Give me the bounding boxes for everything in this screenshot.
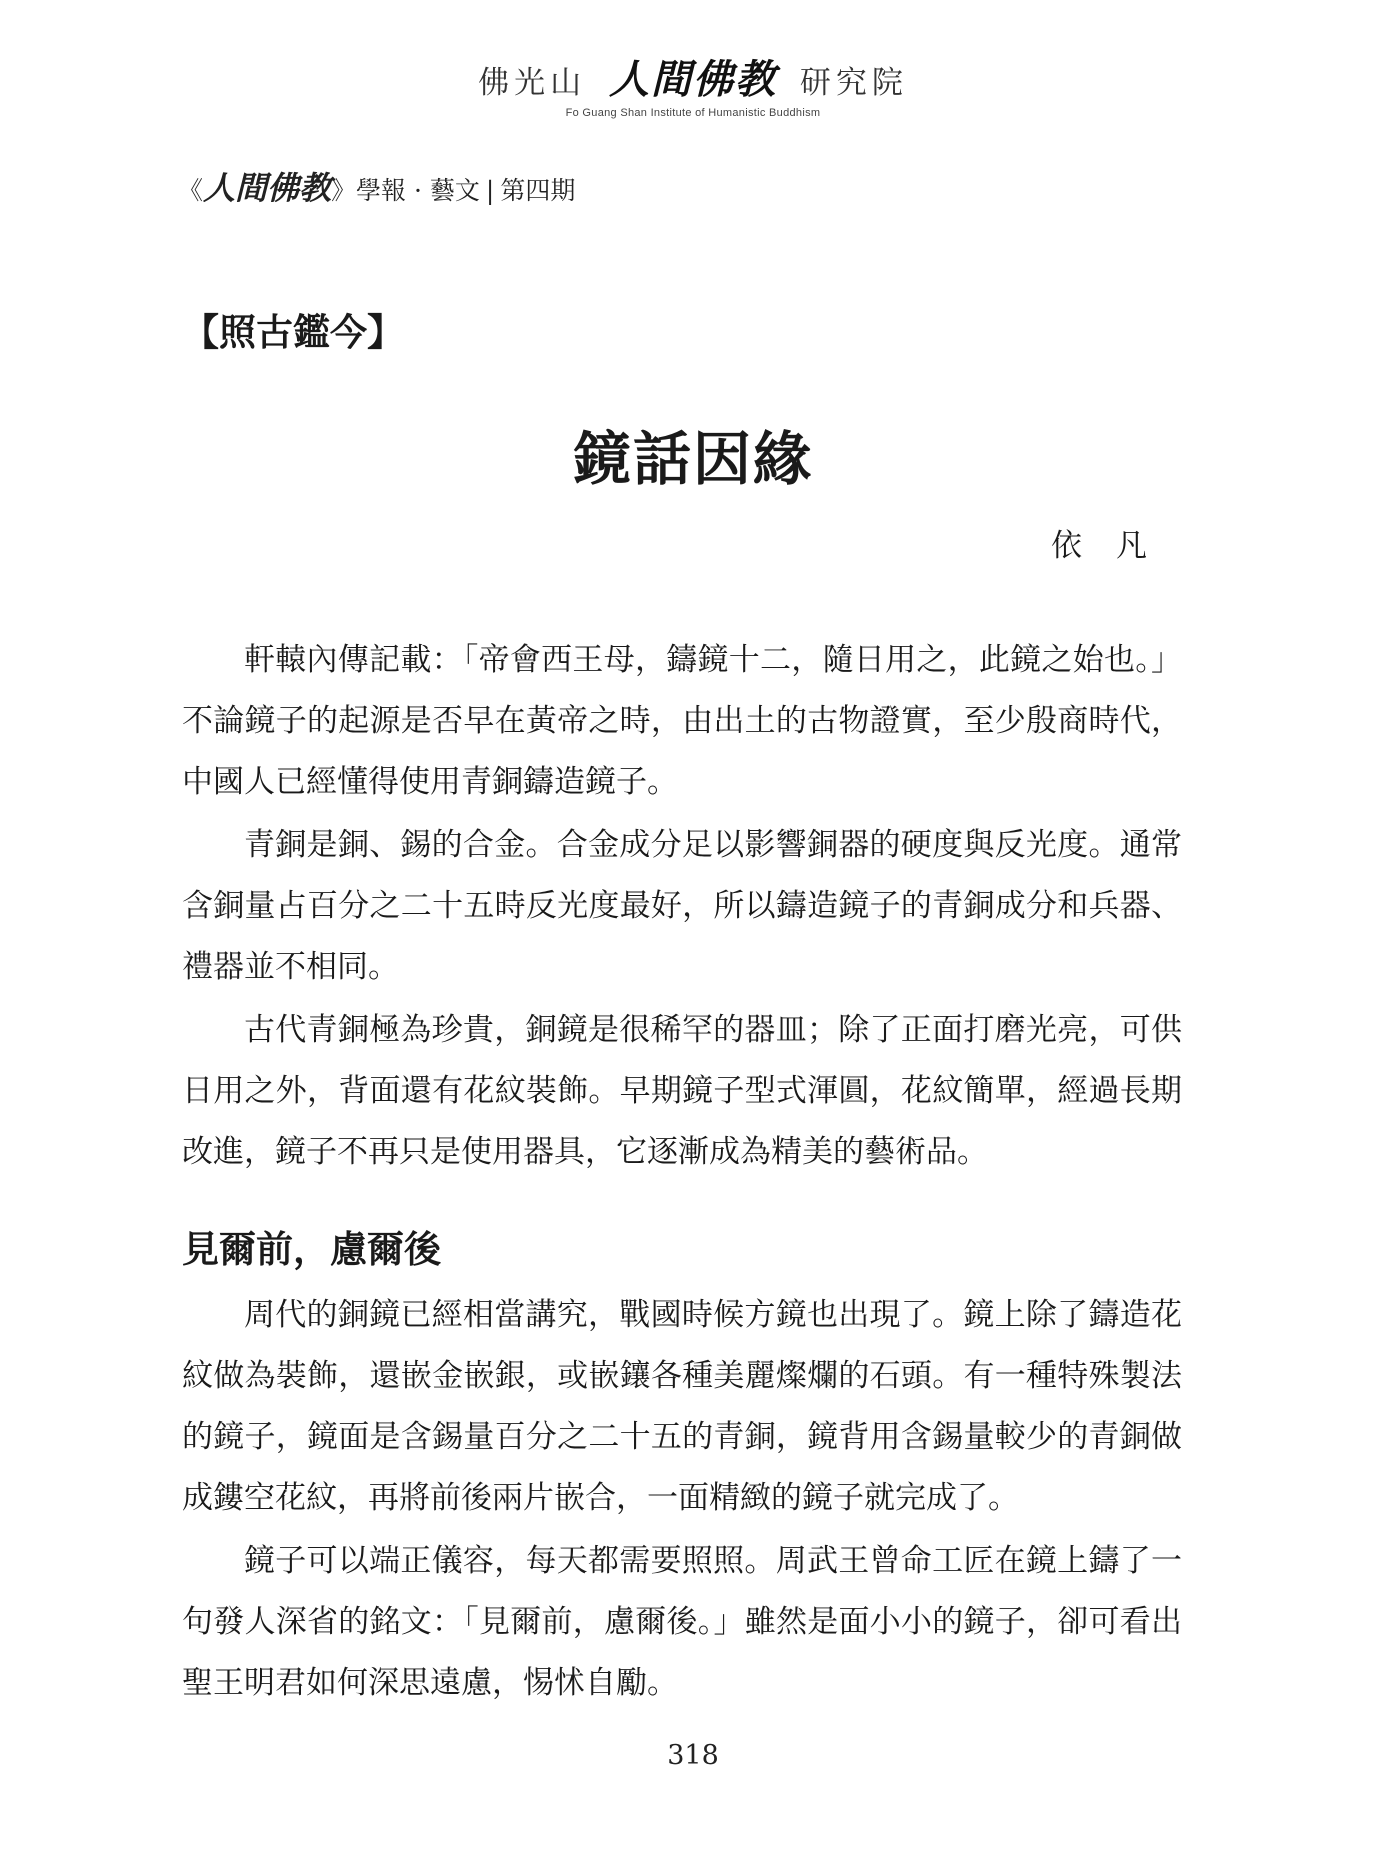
journal-brand-logotype: 人間佛教 — [203, 169, 332, 207]
institute-name-right: 研究院 — [799, 65, 908, 101]
section-heading: 見爾前，慮爾後 — [182, 1227, 441, 1271]
journal-separator: | — [485, 176, 495, 205]
journal-title — [178, 163, 575, 209]
institute-english-name: Fo Guang Shan Institute of Humanistic Buddhism — [565, 107, 821, 119]
article-body — [182, 630, 1182, 1716]
paragraph: 周代的銅鏡已經相當講究，戰國時候方鏡也出現了。鏡上除了鑄造花紋做為裝飾，還嵌金嵌銀，或嵌鑲各種美麗燦爛的石頭。有一種特殊製法的鏡子，鏡面是含錫量百分之二十五的青銅，鏡背用含錫量較少的青銅做成鏤空花紋，再將前後兩片嵌合，一面精緻的鏡子就完成了。 — [182, 1297, 1182, 1516]
institute-name — [0, 56, 1386, 103]
paragraph: 軒轅內傳記載：「帝會西王母，鑄鏡十二，隨日用之，此鏡之始也。」不論鏡子的起源是否早在黃帝之時，由出土的古物證實，至少殷商時代，中國人已經懂得使用青銅鑄造鏡子。 — [182, 642, 1182, 800]
running-header — [0, 56, 1386, 119]
journal-open-bracket: 《 — [178, 176, 204, 205]
journal-name: 學報 · 藝文 — [356, 176, 480, 205]
paragraph: 鏡子可以端正儀容，每天都需要照照。周武王曾命工匠在鏡上鑄了一句發人深省的銘文：「見爾前，慮爾後。」雖然是面小小的鏡子，卻可看出聖王明君如何深思遠慮，惕怵自勵。 — [182, 1543, 1182, 1701]
institute-name-left: 佛光山 — [478, 65, 587, 101]
institute-brand-logotype: 人間佛教 — [609, 56, 777, 103]
column-label: 【照古鑑今】 — [182, 310, 404, 354]
paragraph: 青銅是銅、錫的合金。合金成分足以影響銅器的硬度與反光度。通常含銅量占百分之二十五時反光度最好，所以鑄造鏡子的青銅成分和兵器、禮器並不相同。 — [182, 827, 1182, 985]
journal-close-bracket: 》 — [331, 176, 357, 205]
page-number: 318 — [667, 1740, 719, 1771]
journal-issue: 第四期 — [500, 176, 576, 205]
paragraph: 古代青銅極為珍貴，銅鏡是很稀罕的器皿；除了正面打磨光亮，可供日用之外，背面還有花紋裝飾。早期鏡子型式渾圓，花紋簡單，經過長期改進，鏡子不再只是使用器具，它逐漸成為精美的藝術品。 — [182, 1012, 1182, 1170]
article-title: 鏡話因緣 — [572, 425, 813, 493]
author-name: 依凡 — [1051, 528, 1181, 564]
